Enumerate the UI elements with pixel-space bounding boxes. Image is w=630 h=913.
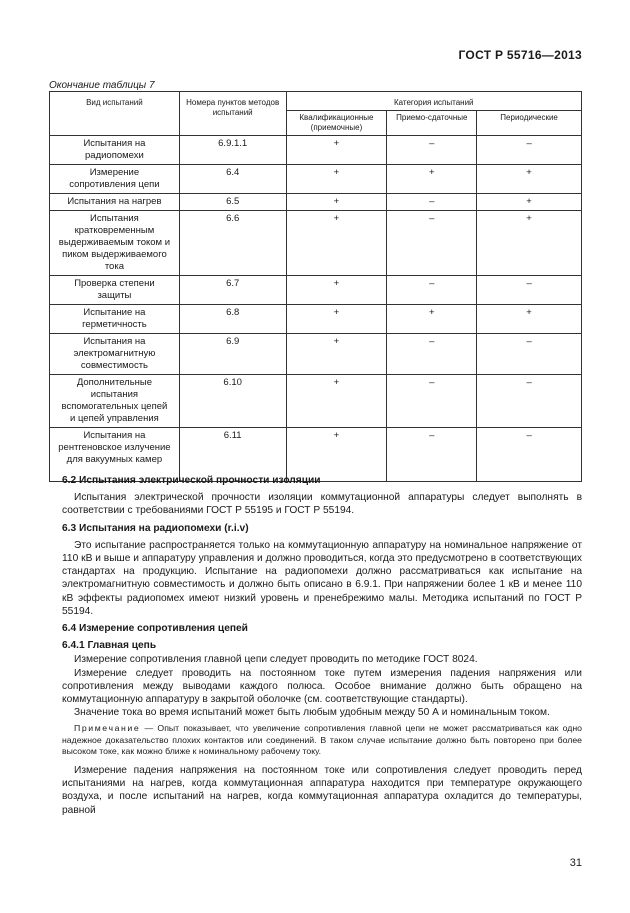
row-clause: 6.8 xyxy=(179,305,286,334)
row-periodic: – xyxy=(477,276,582,305)
note-label: Примечание xyxy=(74,723,141,734)
row-qualification: + xyxy=(286,276,387,305)
row-test-name: Измерение сопротивления цепи xyxy=(50,165,180,194)
row-test-name: Проверка степени защиты xyxy=(50,276,180,305)
row-test-name: Испытание на герметичность xyxy=(50,305,180,334)
row-clause: 6.10 xyxy=(179,375,286,428)
section-6-3-text: Это испытание распространяется только на коммутационную аппаратуру на номинальное напряжение от 110 кВ и выше и аппаратуру управления и должно проводиться, когда это предусмотрено в соответствующих стандартах на продукцию. Испытание на радиопомехи должно рассматриваться как испытание на электромагнитную совместимость и должно быть описано в 6.9.1. При напряжении более 1 кВ и менее 110 кВ эффекты радиопомех имеют низкий уровень и пренебрежимо малы. Методика испытаний по ГОСТ Р 55194. xyxy=(62,539,582,617)
table-header-row xyxy=(50,92,582,111)
row-acceptance: – xyxy=(387,194,477,211)
row-test-name: Дополнительные испытания вспомогательных цепей и цепей управления xyxy=(50,375,180,428)
row-clause: 6.4 xyxy=(179,165,286,194)
row-acceptance: + xyxy=(387,165,477,194)
row-clause: 6.5 xyxy=(179,194,286,211)
table-row xyxy=(50,136,582,165)
row-qualification: + xyxy=(286,375,387,428)
row-qualification: + xyxy=(286,136,387,165)
row-qualification: + xyxy=(286,165,387,194)
paragraph: Измерение сопротивления главной цепи следует проводить по методике ГОСТ 8024. xyxy=(74,654,478,666)
row-qualification: + xyxy=(286,194,387,211)
section-6-4 xyxy=(62,622,582,635)
table-row xyxy=(50,211,582,276)
header-qualification: Квалификационные (приемочные) xyxy=(286,111,387,136)
row-periodic: – xyxy=(477,136,582,165)
row-test-name: Испытания на радиопомехи xyxy=(50,136,180,165)
body-text xyxy=(62,474,582,817)
standard-header: ГОСТ Р 55716—2013 xyxy=(458,48,582,62)
row-acceptance: – xyxy=(387,428,477,482)
section-6-4-1-title: 6.4.1 Главная цепь xyxy=(62,640,157,652)
table-row xyxy=(50,165,582,194)
header-acceptance: Приемо-сдаточные xyxy=(387,111,477,136)
note-text: — Опыт показывает, что увеличение сопротивления главной цепи не может рассматриваться как одно надежное доказательство плохих контактов или соединений. В таком случае испытание должно быть повторено при более высоком токе, как можно ближе к номинальному рабочему току. xyxy=(62,723,582,757)
paragraph: Измерение падения напряжения на постоянном токе или сопротивления следует проводить перед испытаниями на нагрев, когда коммутационная аппаратура находится при температуре окружающего воздуха, и после испытаний на нагрев, когда коммутационная аппаратура охладится до температуры, равной xyxy=(62,764,582,816)
table-row xyxy=(50,276,582,305)
row-periodic: + xyxy=(477,211,582,276)
section-6-2-text: Испытания электрической прочности изоляции коммутационной аппаратуры следует выполнять в соответствии с требованиями ГОСТ Р 55195 и ГОСТ Р 55194. xyxy=(62,492,582,517)
row-periodic: – xyxy=(477,334,582,375)
row-periodic: – xyxy=(477,428,582,482)
table-row xyxy=(50,334,582,375)
section-6-2 xyxy=(62,474,582,518)
row-qualification: + xyxy=(286,211,387,276)
row-test-name: Испытания на электромагнитную совместимость xyxy=(50,334,180,375)
row-acceptance: – xyxy=(387,334,477,375)
row-test-name: Испытания на рентгеновское излучение для вакуумных камер xyxy=(50,428,180,482)
header-category: Категория испытаний xyxy=(286,92,581,111)
page-number: 31 xyxy=(569,857,582,869)
row-clause: 6.7 xyxy=(179,276,286,305)
table-row xyxy=(50,375,582,428)
row-test-name: Испытания кратковременным выдерживаемым током и пиком выдерживаемого тока xyxy=(50,211,180,276)
row-acceptance: + xyxy=(387,305,477,334)
table-row xyxy=(50,305,582,334)
table-caption: Окончание таблицы 7 xyxy=(49,80,155,91)
row-qualification: + xyxy=(286,428,387,482)
header-test-type: Вид испытаний xyxy=(50,92,180,136)
row-periodic: – xyxy=(477,375,582,428)
test-category-table xyxy=(49,91,582,482)
section-6-2-title: 6.2 Испытания электрической прочности изоляции xyxy=(62,475,321,486)
row-periodic: + xyxy=(477,305,582,334)
row-clause: 6.6 xyxy=(179,211,286,276)
row-qualification: + xyxy=(286,305,387,334)
header-method-clauses: Номера пунктов методов испытаний xyxy=(179,92,286,136)
section-6-3 xyxy=(62,522,582,618)
row-test-name: Испытания на нагрев xyxy=(50,194,180,211)
note xyxy=(62,723,582,758)
paragraph: Значение тока во время испытаний может быть любым удобным между 50 А и номинальным током. xyxy=(74,707,550,719)
paragraph: Измерение следует проводить на постоянном токе путем измерения падения напряжения или сопротивления между выводами каждого полюса. Особое внимание должно быть обращено на коммутационную аппаратуру в закрытой оболочке (см. соответствующие стандарты). xyxy=(62,667,582,706)
header-periodic: Периодические xyxy=(477,111,582,136)
row-periodic: + xyxy=(477,165,582,194)
section-6-4-title: 6.4 Измерение сопротивления цепей xyxy=(62,623,248,635)
row-acceptance: – xyxy=(387,276,477,305)
row-clause: 6.9 xyxy=(179,334,286,375)
row-clause: 6.11 xyxy=(179,428,286,482)
row-periodic: + xyxy=(477,194,582,211)
row-acceptance: – xyxy=(387,136,477,165)
row-qualification: + xyxy=(286,334,387,375)
section-6-3-title: 6.3 Испытания на радиопомехи (r.i.v) xyxy=(62,522,249,534)
row-acceptance: – xyxy=(387,211,477,276)
row-acceptance: – xyxy=(387,375,477,428)
section-6-4-1 xyxy=(62,639,582,817)
row-clause: 6.9.1.1 xyxy=(179,136,286,165)
table-row xyxy=(50,194,582,211)
